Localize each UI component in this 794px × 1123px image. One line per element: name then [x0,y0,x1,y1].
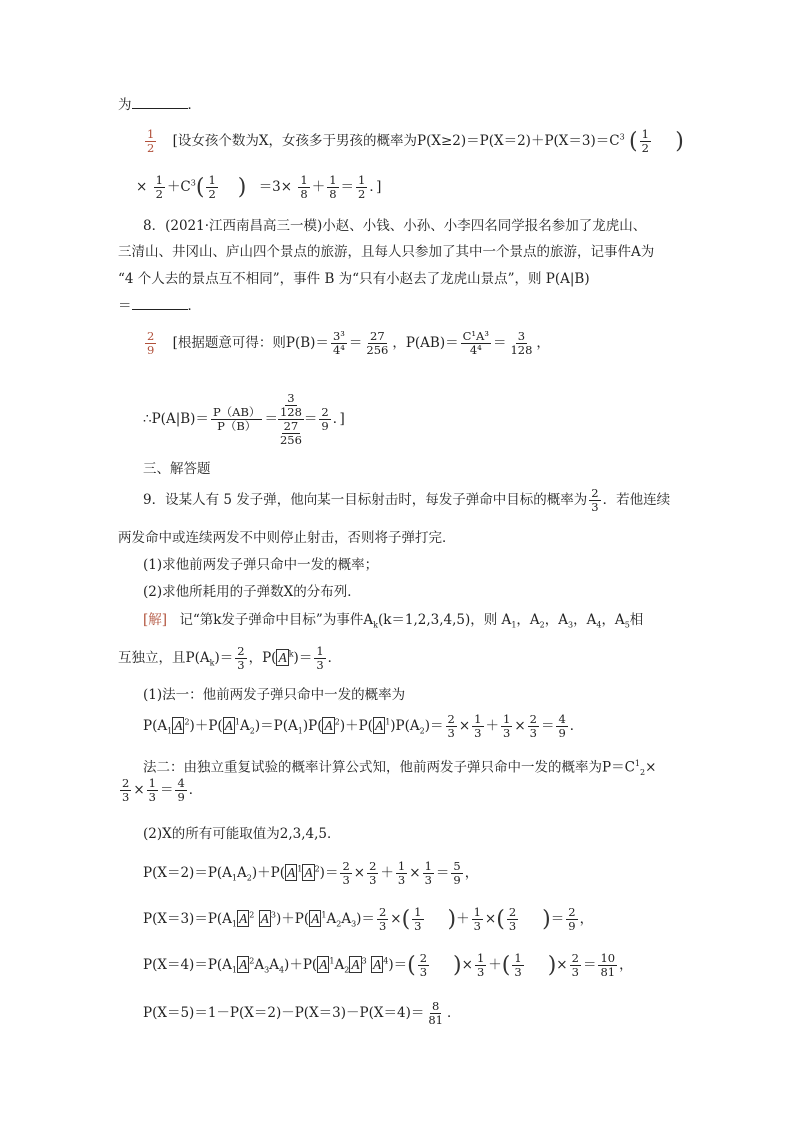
complement-box: A [174,718,183,733]
den: 3 [397,873,406,887]
fraction [235,645,246,672]
den: 3 [529,726,537,740]
num: 3 [287,391,295,405]
den: 3 [419,965,428,979]
fraction [278,392,304,419]
num: 1 [503,712,511,726]
comma: ， [536,335,550,351]
num: 2 [591,486,599,500]
text: )＝ [293,650,313,666]
text: 法二：由独立重复试验的概率计算公式知，他前两发子弹只命中一发的概率为P＝C [143,759,635,776]
complement-box: A [286,865,296,880]
num: 2 [378,905,387,919]
den: 4⁴ [469,343,482,357]
fraction [566,906,577,933]
px5 [143,1000,461,1027]
fraction [640,128,651,155]
fraction [319,406,330,433]
fraction [327,174,338,201]
num: 4 [558,712,566,726]
fraction [154,174,165,201]
fraction [475,952,486,979]
den: 128 [510,343,533,357]
px3: $P(X=3)=P(A_1$ A $^2$ A $^3$)＋P( A $^1A_2A_3)=$ $\frac{2}{3}$ ×( $\frac{1}{3}$ )＋ $\frac{1}{3}$ ×( $\frac{2}{3}$ )＝ $\frac{2}{9}$ ， [143,905,594,933]
num: 2 [342,859,350,873]
num: 2 [237,644,245,658]
den: 3 [148,790,156,804]
den: 3 [237,658,245,672]
left-paren: ( [496,906,505,932]
den: 256 [366,343,389,357]
right-paren: ) [675,128,684,154]
part2-title: (2)X的所有可能取值为2,3,4,5． [143,826,341,842]
fraction [507,906,518,933]
section-title: 三、解答题 [143,461,211,477]
text: )＝ [214,650,234,666]
den: 8 [300,187,308,201]
fraction [278,420,304,447]
times: × [645,759,657,776]
left-paren: ( [407,952,416,978]
q7-solution-text: [设女孩个数为X，女孩多于男孩的概率为P(X≥2)＝P(X＝2)＋P(X＝3)＝C [172,133,620,149]
num: 1 [155,173,163,187]
den: 3 [571,965,579,979]
px2: $P(X=2)=P(A_1A_2)+P$( A $^1$ A $^2$)＝ $\frac{2}{3}$ × $\frac{2}{3}$ ＋ $\frac{1}{3}$ × $\frac{1}{3}$ ＝ $\frac{5}{9}$ ， [143,859,479,887]
complement-box: A [374,718,384,733]
fraction [314,645,325,672]
q9-part2: (2)求他所耗用的子弹数X的分布列． [143,584,361,600]
text: 互独立，且P(A [118,650,210,666]
q8-solution-line1: $\frac{2}{9}$ [根据题意可得：则P(B)＝ $\frac{\text{3³}}{\text{4⁴}}$ ＝ $\frac{27}{256}$ ，P(AB)＝ $\frac{\text{C¹A³}}{\text{4⁴}}$ ＝ $\frac{3}{128}$ ， [147,329,550,357]
num: 2 [321,405,329,419]
period: ． [327,650,342,666]
num: 2 [571,951,579,965]
num: P（AB） [212,405,261,419]
num: 1 [476,951,485,965]
den: 3 [447,726,455,740]
answer-blank [132,96,188,109]
fraction [211,406,263,433]
plus-c: ＋C [166,179,191,195]
num: 1 [473,905,481,919]
left-paren: ( [501,952,511,978]
right-paren: ) [542,906,551,932]
q9-solution-line2: 互独立，且$P(A_k)=$ $\frac{2}{3}$ ，P( A $^k$)＝ $\frac{1}{3}$ ． [118,644,342,672]
num: 2 [529,712,537,726]
num: 1 [147,127,155,141]
q7-tail [118,96,201,114]
fraction [147,777,158,804]
den: 3 [508,919,517,933]
eq-3-times: ＝3× [258,179,293,195]
num: 3 [517,329,526,343]
den: 3 [473,919,481,933]
fraction [331,330,347,357]
text: P(X＝2)＝P(A [143,865,232,881]
num: 2 [122,776,130,790]
num: 2 [568,905,576,919]
px4: $P(X=4)=P(A_1$ A $^2A_3A_4)+P$( A $^1A_2$ A $^3$ A $^4$)＝( $\frac{2}{3}$ )× $\frac{1}{3}$ ＋( $\frac{1}{3}$ )× $\frac{2}{3}$ ＝ $\frac{10}{81}$ ， [143,951,633,979]
num: 1 [358,173,366,187]
den: 2 [641,141,649,155]
text: ＝P(A [260,718,298,734]
text: 9．设某人有 5 发子弹，他向某一目标射击时，每发子弹命中目标的概率为 [143,492,588,508]
fraction [356,174,367,201]
den: 8 [329,187,337,201]
den: 2 [147,141,155,155]
complement-box: A [239,911,248,926]
num: C¹A³ [462,329,489,343]
q8-solution-line2: ∴P(A|B)＝ $\frac{P(AB)}{P(B)}$ ＝ $\frac{\frac{3}{128}}{\frac{27}{256}}$ ＝ $\frac{2}{9}$ ．] [143,391,345,447]
num: 5 [453,859,461,873]
complement-box: A [373,957,382,972]
q8-line1: 8．(2021·江西南昌高三一模)小赵、小钱、小孙、小李四名同学报名参加了龙虎山、 [143,218,647,234]
fraction [423,860,434,887]
left-paren: ( [629,128,638,154]
q7-solution-line1: $\frac{1}{2}$ [设女孩个数为X，女孩多于男孩的概率为$P(X\ge 2)=P(X=2)+P(X=3)=C^3$ ( $\frac{1}{2}$ ) [147,127,684,155]
num: 2 [508,905,517,919]
q9-line1 [143,487,670,514]
text: P(X＝4)＝P(A [143,957,232,973]
den: 2 [358,187,366,201]
num: 1 [414,905,422,919]
end: ．] [332,411,345,427]
complement-box: A [319,957,328,972]
num: 3³ [332,329,345,343]
solution-tag: [解] [143,612,168,628]
den: 3 [503,726,511,740]
q9-solution-line1: [解] 记“第k发子弹命中目标”为事件$A_k(k=1,2,3,4,5)$，则 $A_1$，$A_2$，$A_3$，$A_4$，$A_5$相 [143,612,644,630]
text: ，A [573,612,597,628]
text: ∴P(A|B)＝ [143,411,209,427]
fraction [508,330,534,357]
method2-line1: 法二：由独立重复试验的概率计算公式知，他前两发子弹只命中一发的概率为$P=C^1_2\times$ [143,759,657,778]
left-paren: ( [401,906,411,932]
text: ．若他连续 [602,492,671,508]
num: 1 [300,173,308,187]
num: 1 [208,173,216,187]
right-paren: ) [237,174,247,200]
eq: ＝ [118,298,132,314]
right-paren: ) [547,952,557,978]
q8-line2: 三清山、井冈山、庐山四个景点的旅游，且每人只参加了其中一个景点的旅游，记事件A为 [118,244,655,260]
fraction [451,860,462,887]
den: 3 [316,658,324,672]
text: 记“第k发子弹命中目标”为事件A [179,612,374,628]
den: 2 [208,187,216,201]
den: 2 [155,187,163,201]
fraction [298,174,309,201]
num: 2 [419,951,428,965]
den: 3 [378,919,387,933]
num: 4 [177,776,185,790]
answer-blank [132,297,188,310]
method1-formula: $P(A_1$ A $^2$)＋P( A $^1A_2)=P(A_1)P$( A $^2$)＋P( A $^1)P(A_2)=$ $\frac{2}{3}$ × $\frac{1}{3}$ ＋ $\frac{1}{3}$ × $\frac{2}{3}$ ＝ $\frac{4}{9}$ ． [143,712,584,740]
q7-solution-line2: × $\frac{1}{2}$ $+C^3$( $\frac{1}{2}$ ) ＝3× $\frac{1}{8}$ ＋ $\frac{1}{8}$ ＝ $\frac{1}{2}$ ．] [136,173,382,201]
eq: ＝ [303,411,318,427]
q7-answer-fraction [145,128,156,155]
left-paren: ( [195,174,205,200]
period: ． [187,298,201,314]
num: 27 [283,419,299,433]
num: 1 [397,859,406,873]
method2-line2: $\frac{2}{3}$ × $\frac{1}{3}$ ＝ $\frac{4}{9}$ ． [122,776,203,804]
q8-answer-fraction [145,330,156,357]
text: ，P(AB)＝ [392,335,459,351]
den: 3 [369,873,377,887]
den: 81 [600,965,616,979]
fraction [175,777,186,804]
num: 1 [514,951,522,965]
text: [根据题意可得：则P(B)＝ [172,335,329,351]
num: 1 [329,173,337,187]
fraction [367,860,378,887]
den: 3 [342,873,350,887]
fraction [206,174,217,201]
den: 3 [474,726,482,740]
den: 4⁴ [332,343,345,357]
text: (k＝1,2,3,4,5)，则 A [377,612,512,628]
den: P（B） [217,419,257,433]
right-paren: ) [453,952,462,978]
fraction [472,713,483,740]
num: 1 [424,859,432,873]
den: 81 [428,1013,443,1027]
fraction [377,906,388,933]
fraction [412,906,423,933]
complement-box: A [311,911,320,926]
fraction [512,952,523,979]
text: ，P( [248,650,277,666]
nested-fraction [278,392,304,447]
fraction [426,1000,445,1027]
q9-part1: (1)求他前两发子弹只命中一发的概率； [143,557,379,573]
fraction [461,330,491,357]
fraction [589,487,600,514]
complement-box: A [304,865,313,880]
fraction [396,860,407,887]
den: 128 [279,405,302,419]
text: P(A [143,718,168,734]
num: 1 [474,712,482,726]
num: 10 [600,951,616,965]
times: × [136,179,148,195]
q7-tail-text: 为 [118,97,132,113]
den: 9 [177,790,185,804]
den: 3 [514,965,522,979]
complement-box: A [351,957,360,972]
den: 3 [591,500,599,514]
den: 9 [568,919,576,933]
num: 2 [147,329,155,343]
fraction [364,330,390,357]
num: 2 [447,712,455,726]
complement-box: A [239,957,248,972]
den: 9 [147,343,155,357]
num: 1 [316,644,324,658]
num: 27 [370,329,385,343]
num: 1 [148,776,156,790]
complement-box: A [278,650,287,665]
period: ． [447,1005,461,1021]
num: 2 [369,859,377,873]
den: 9 [558,726,566,740]
fraction [598,952,617,979]
fraction [570,952,581,979]
den: 3 [414,919,422,933]
fraction [556,713,567,740]
text: P(X＝5)＝1－P(X＝2)－P(X＝3)－P(X＝4)＝ [143,1005,425,1021]
complement-box: A [260,911,269,926]
fraction [418,952,429,979]
method1-title: (1)法一：他前两发子弹只命中一发的概率为 [143,687,406,703]
fraction [120,777,131,804]
complement-box: A [224,718,233,733]
den: 3 [476,965,485,979]
num: 1 [641,127,649,141]
den: 9 [321,419,329,433]
fraction [472,906,483,933]
period: ． [187,97,201,113]
den: 256 [279,433,302,447]
q9-line2: 两发命中或连续两发不中则停止射击，否则将子弹打完． [118,530,456,546]
text: 相 [629,612,644,628]
complement-box: A [324,718,333,733]
end: ．] [369,179,382,195]
text: P(X＝3)＝P(A [143,911,232,927]
den: 3 [122,790,130,804]
den: 9 [453,873,461,887]
fraction [340,860,351,887]
num: 8 [432,999,440,1013]
q8-line3: “4 个人去的景点互不相同”，事件 B 为“只有小赵去了龙虎山景点”，则 P(A|B) [118,271,590,287]
den: 3 [424,873,432,887]
eq: ＝ [340,179,355,195]
q8-line4 [118,297,201,315]
right-paren: ) [447,906,457,932]
fraction [446,713,457,740]
fraction [528,713,539,740]
fraction [501,713,512,740]
